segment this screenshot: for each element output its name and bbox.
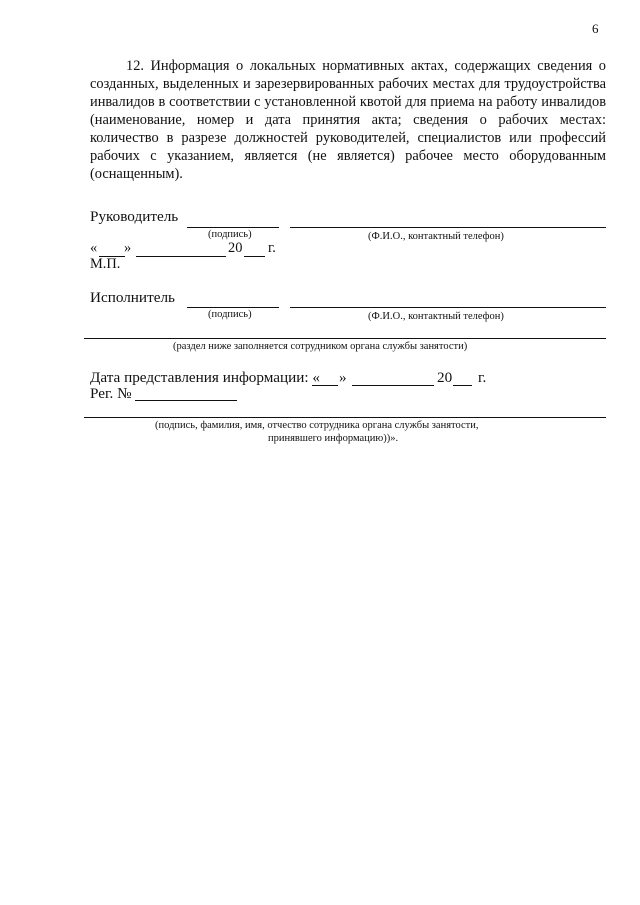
head-name-caption: (Ф.И.О., контактный телефон) bbox=[368, 231, 504, 242]
submission-year-line bbox=[453, 385, 472, 386]
footer-caption-line2: принявшего информацию))». bbox=[268, 433, 399, 444]
section-divider bbox=[84, 338, 606, 339]
section-12-paragraph: 12. Информация о локальных нормативных актах, содержащих сведения о созданных, выделенных и зарезервированных рабочих местах для трудоустройства инвалидов в соответствии с установленной квотой для приема на работу инвалидов (наименование, номер и дата принятия акта; сведения о рабочих местах: количество в разрезе должностей руководителей, специалистов или профессий рабочих с указанием, является (не является) рабочее место оборудованным (оснащенным). bbox=[90, 58, 606, 182]
submission-date-close-quote: » bbox=[339, 369, 347, 386]
head-date-open-quote: « bbox=[90, 240, 98, 256]
head-signature-caption: (подпись) bbox=[208, 229, 252, 240]
reg-number-label: Рег. № bbox=[90, 385, 132, 402]
footer-caption-line1: (подпись, фамилия, имя, отчество сотрудника органа службы занятости, bbox=[155, 420, 479, 431]
submission-year-prefix: 20 bbox=[437, 369, 453, 386]
head-year-line bbox=[244, 256, 265, 257]
head-date-close-quote: » bbox=[124, 240, 132, 256]
submission-date-label: Дата представления информации: « bbox=[90, 369, 320, 386]
head-year-suffix: г. bbox=[268, 240, 276, 256]
seal-mark: М.П. bbox=[90, 256, 121, 272]
executor-name-line bbox=[290, 307, 606, 308]
submission-day-line bbox=[312, 385, 338, 386]
reg-number-line bbox=[135, 400, 237, 401]
footer-signature-line bbox=[84, 417, 606, 418]
executor-name-caption: (Ф.И.О., контактный телефон) bbox=[368, 311, 504, 322]
head-signature-line bbox=[187, 227, 279, 228]
submission-year-suffix: г. bbox=[478, 369, 487, 386]
head-name-line bbox=[290, 227, 606, 228]
executor-label: Исполнитель bbox=[90, 289, 175, 306]
page-number: 6 bbox=[592, 21, 599, 36]
head-year-prefix: 20 bbox=[228, 240, 243, 256]
submission-month-line bbox=[352, 385, 434, 386]
head-label: Руководитель bbox=[90, 208, 179, 225]
section-note: (раздел ниже заполняется сотрудником органа службы занятости) bbox=[173, 341, 468, 352]
head-date-month-line bbox=[136, 256, 226, 257]
executor-signature-caption: (подпись) bbox=[208, 309, 252, 320]
executor-signature-line bbox=[187, 307, 279, 308]
